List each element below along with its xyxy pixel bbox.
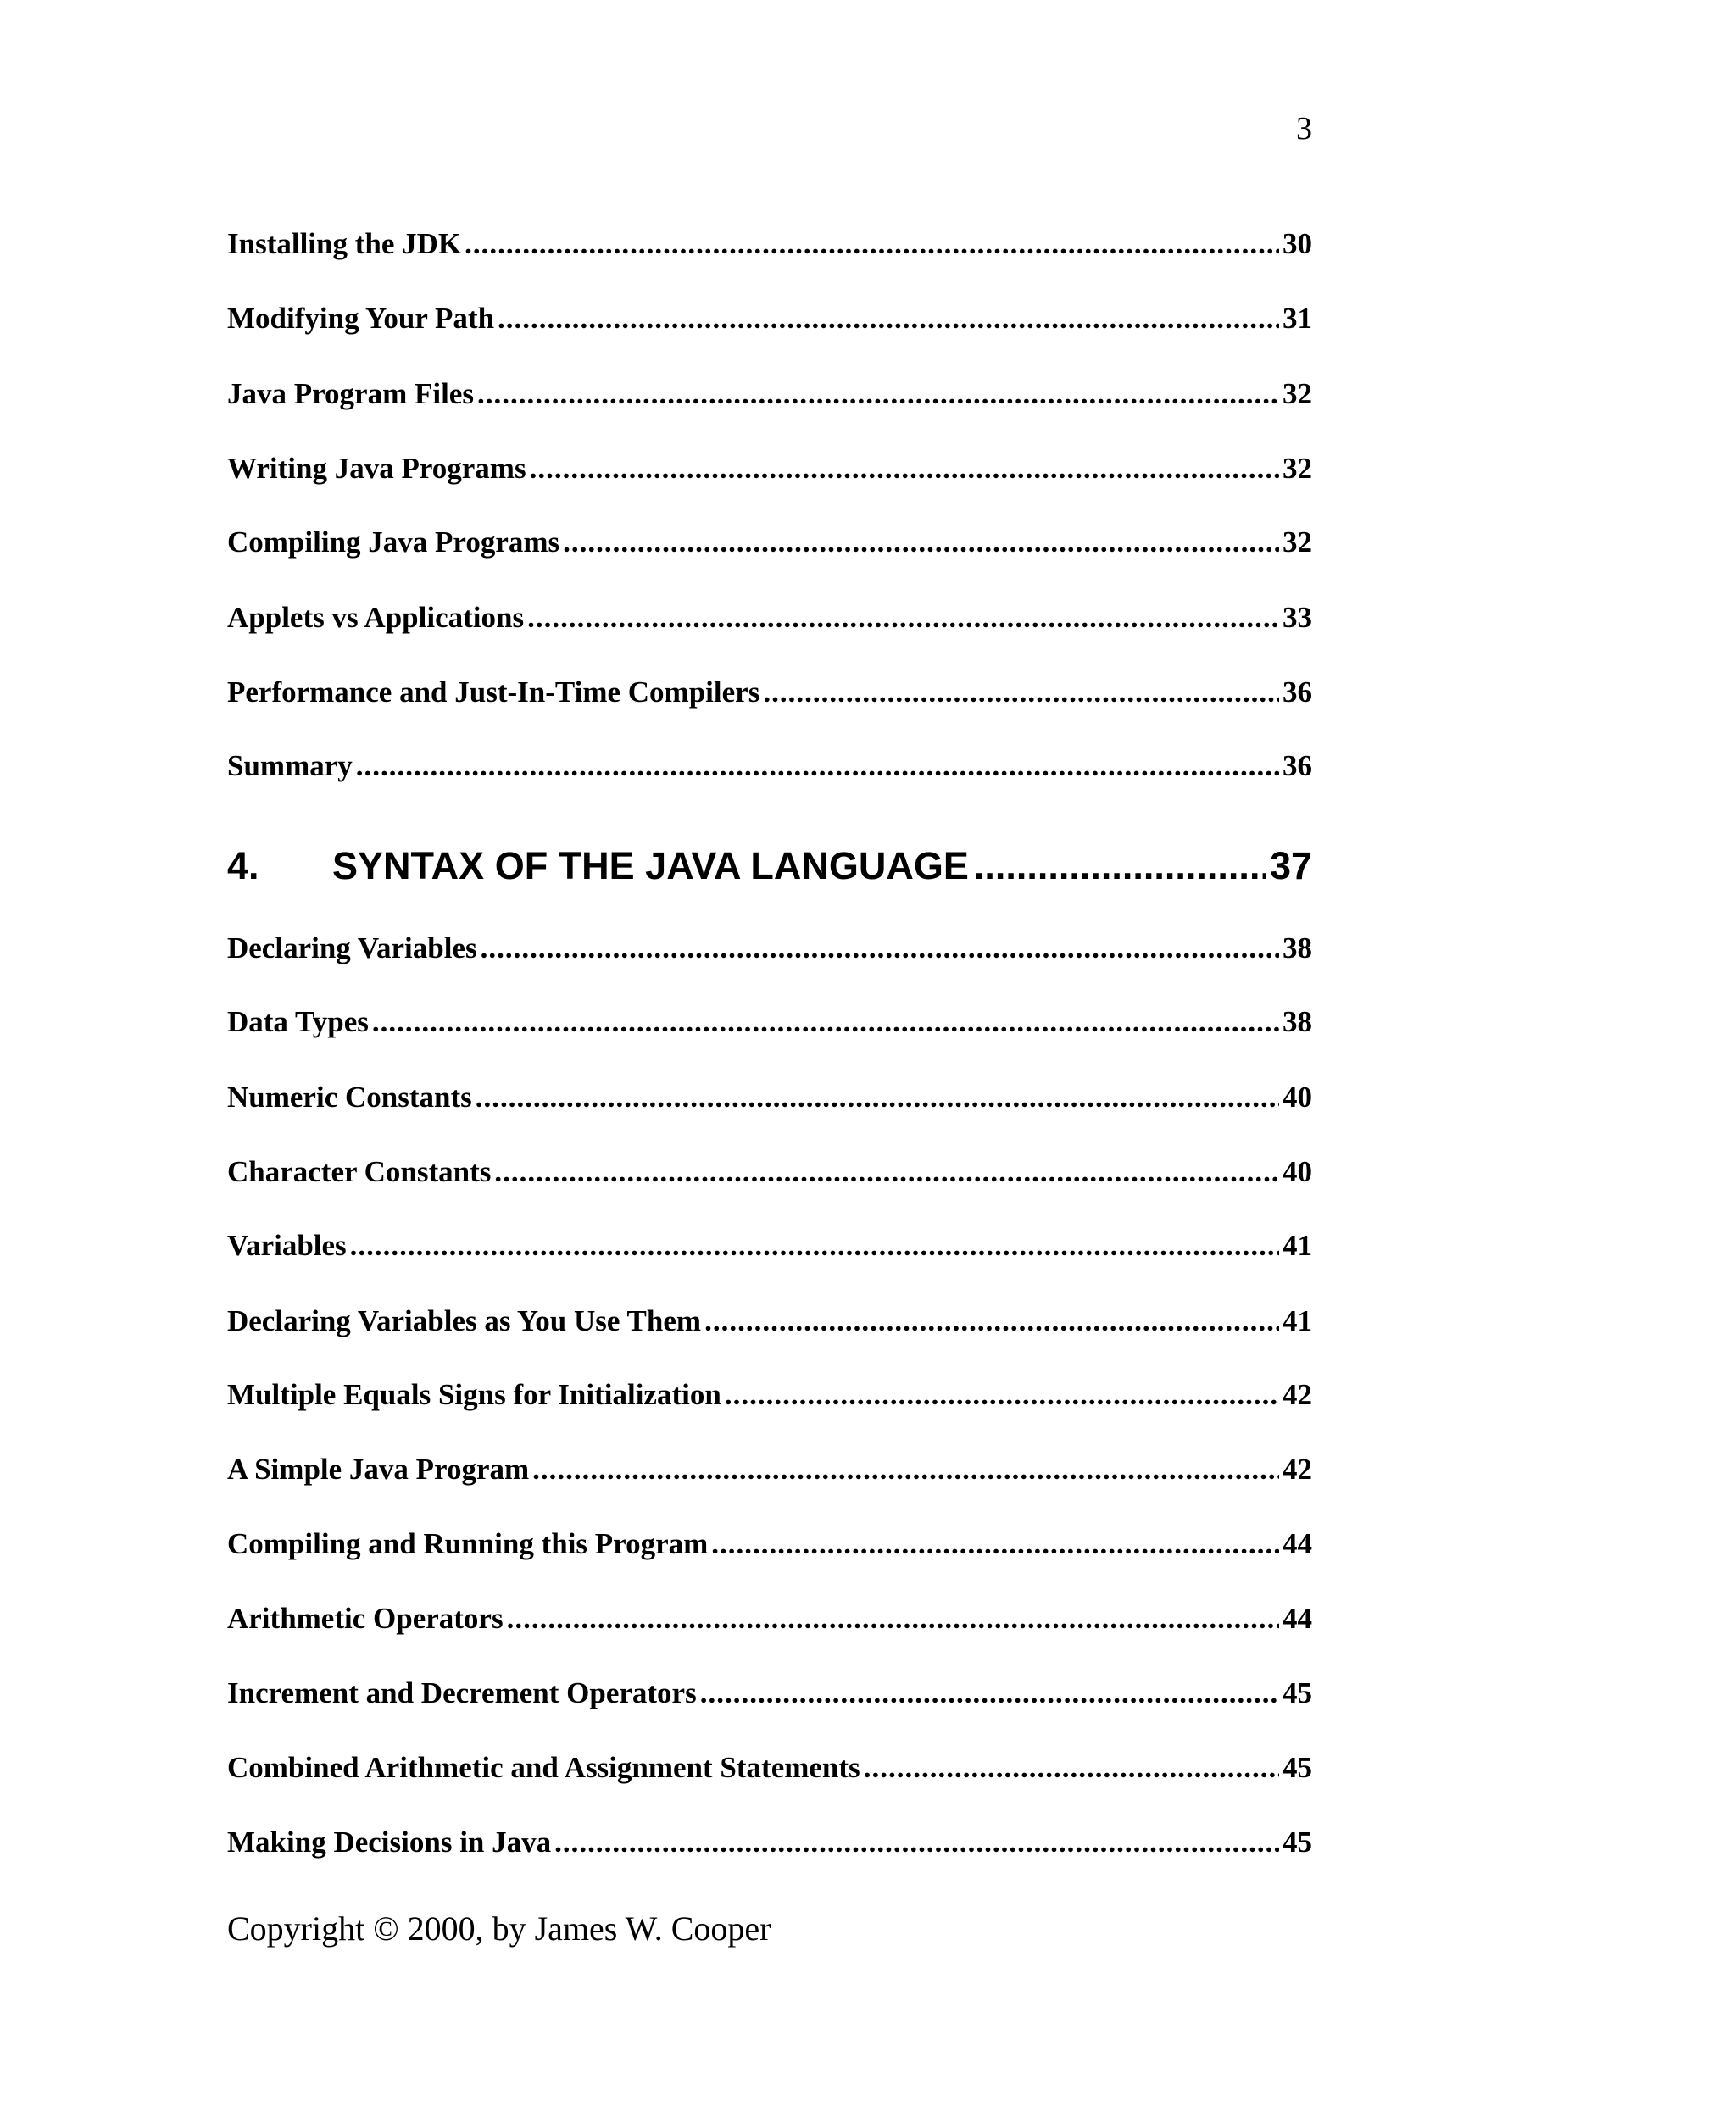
dot-leader — [477, 375, 1279, 413]
chapter-number: 4. — [227, 844, 259, 887]
toc-entry[interactable] — [227, 225, 1312, 263]
dot-leader — [498, 300, 1279, 337]
toc-entry-page: 41 — [1283, 1229, 1312, 1262]
chapter-title: SYNTAX OF THE JAVA LANGUAGE — [332, 844, 969, 887]
toc-entry[interactable] — [227, 599, 1312, 636]
dot-leader — [711, 1526, 1279, 1563]
toc-entry[interactable] — [227, 1526, 1312, 1563]
toc-entry[interactable] — [227, 1079, 1312, 1116]
toc-entry[interactable] — [227, 1749, 1312, 1787]
toc-entry-page: 36 — [1283, 749, 1312, 782]
toc-entry-page: 45 — [1283, 1751, 1312, 1784]
dot-leader — [763, 674, 1279, 711]
dot-leader — [350, 1227, 1279, 1264]
toc-entry-page: 30 — [1283, 227, 1312, 260]
dot-leader — [554, 1824, 1279, 1861]
dot-leader — [530, 450, 1279, 487]
toc-entry-title: Summary — [227, 749, 353, 782]
toc-entry-title: Java Program Files — [227, 377, 474, 410]
toc-entry-page: 44 — [1283, 1602, 1312, 1635]
dot-leader — [532, 1451, 1279, 1488]
dot-leader — [465, 225, 1279, 263]
toc-chapter-heading[interactable] — [227, 842, 1312, 890]
dot-leader — [494, 1153, 1279, 1191]
toc-entry-title: Installing the JDK — [227, 227, 462, 260]
toc-entry-page: 40 — [1283, 1155, 1312, 1188]
toc-entry[interactable] — [227, 1227, 1312, 1264]
toc-entry-page: 40 — [1283, 1081, 1312, 1114]
dot-leader — [356, 748, 1279, 785]
toc-entry-title: Compiling and Running this Program — [227, 1527, 709, 1560]
toc-entry-title: Declaring Variables as You Use Them — [227, 1304, 702, 1337]
dot-leader — [864, 1749, 1279, 1787]
toc-entry-page: 32 — [1283, 452, 1312, 485]
toc-entry[interactable] — [227, 674, 1312, 711]
toc-entry[interactable] — [227, 1451, 1312, 1488]
toc-entry[interactable] — [227, 1153, 1312, 1191]
toc-entry[interactable] — [227, 1303, 1312, 1340]
copyright-footer: Copyright © 2000, by James W. Cooper — [227, 1909, 771, 1948]
chapter-page: 37 — [1269, 844, 1312, 887]
dot-leader — [507, 1600, 1279, 1637]
toc-entry-title: Making Decisions in Java — [227, 1826, 552, 1859]
toc-entry-page: 36 — [1283, 675, 1312, 709]
toc-entry-page: 33 — [1283, 601, 1312, 634]
toc-entry-page: 38 — [1283, 931, 1312, 964]
dot-leader — [700, 1675, 1279, 1712]
toc-entry-page: 41 — [1283, 1304, 1312, 1337]
toc-entry[interactable] — [227, 1003, 1312, 1041]
toc-entry[interactable] — [227, 1376, 1312, 1414]
toc-entry-title: Data Types — [227, 1005, 369, 1038]
toc-entry-title: Multiple Equals Signs for Initialization — [227, 1378, 721, 1411]
toc-entry-page: 42 — [1283, 1453, 1312, 1486]
toc-entry-title: Writing Java Programs — [227, 452, 526, 485]
toc-entry-page: 38 — [1283, 1005, 1312, 1038]
toc-entry-title: Compiling Java Programs — [227, 525, 560, 559]
dot-leader — [974, 842, 1266, 890]
toc-entry[interactable] — [227, 450, 1312, 487]
toc-entry-page: 45 — [1283, 1826, 1312, 1859]
toc-entry-page: 31 — [1283, 302, 1312, 335]
dot-leader — [476, 1079, 1279, 1116]
toc-entry[interactable] — [227, 300, 1312, 337]
toc-entry-title: Performance and Just-In-Time Compilers — [227, 675, 760, 709]
toc-entry[interactable] — [227, 930, 1312, 967]
dot-leader — [563, 524, 1279, 561]
toc-entry-title: A Simple Java Program — [227, 1453, 530, 1486]
dot-leader — [527, 599, 1279, 636]
toc-entry-page: 32 — [1283, 525, 1312, 559]
toc-entry-title: Applets vs Applications — [227, 601, 525, 634]
toc-entry-page: 32 — [1283, 377, 1312, 410]
toc-entry[interactable] — [227, 748, 1312, 785]
toc-entry[interactable] — [227, 1675, 1312, 1712]
toc-entry-title: Character Constants — [227, 1155, 492, 1188]
toc-entry[interactable] — [227, 1824, 1312, 1861]
dot-leader — [481, 930, 1279, 967]
toc-entry[interactable] — [227, 375, 1312, 413]
page-number: 3 — [1296, 111, 1312, 147]
toc-entry-title: Variables — [227, 1229, 347, 1262]
toc-entry-title: Increment and Decrement Operators — [227, 1676, 697, 1709]
toc-entry-title: Numeric Constants — [227, 1081, 472, 1114]
dot-leader — [725, 1376, 1279, 1414]
dot-leader — [704, 1303, 1279, 1340]
toc-entry[interactable] — [227, 524, 1312, 561]
dot-leader — [372, 1003, 1279, 1041]
toc-entry[interactable] — [227, 1600, 1312, 1637]
toc-entry-title: Modifying Your Path — [227, 302, 495, 335]
toc-entry-title: Combined Arithmetic and Assignment Statements — [227, 1751, 860, 1784]
toc-entry-page: 42 — [1283, 1378, 1312, 1411]
toc-entry-page: 45 — [1283, 1676, 1312, 1709]
toc-entry-page: 44 — [1283, 1527, 1312, 1560]
toc-entry-title: Arithmetic Operators — [227, 1602, 504, 1635]
toc-entry-title: Declaring Variables — [227, 931, 477, 964]
